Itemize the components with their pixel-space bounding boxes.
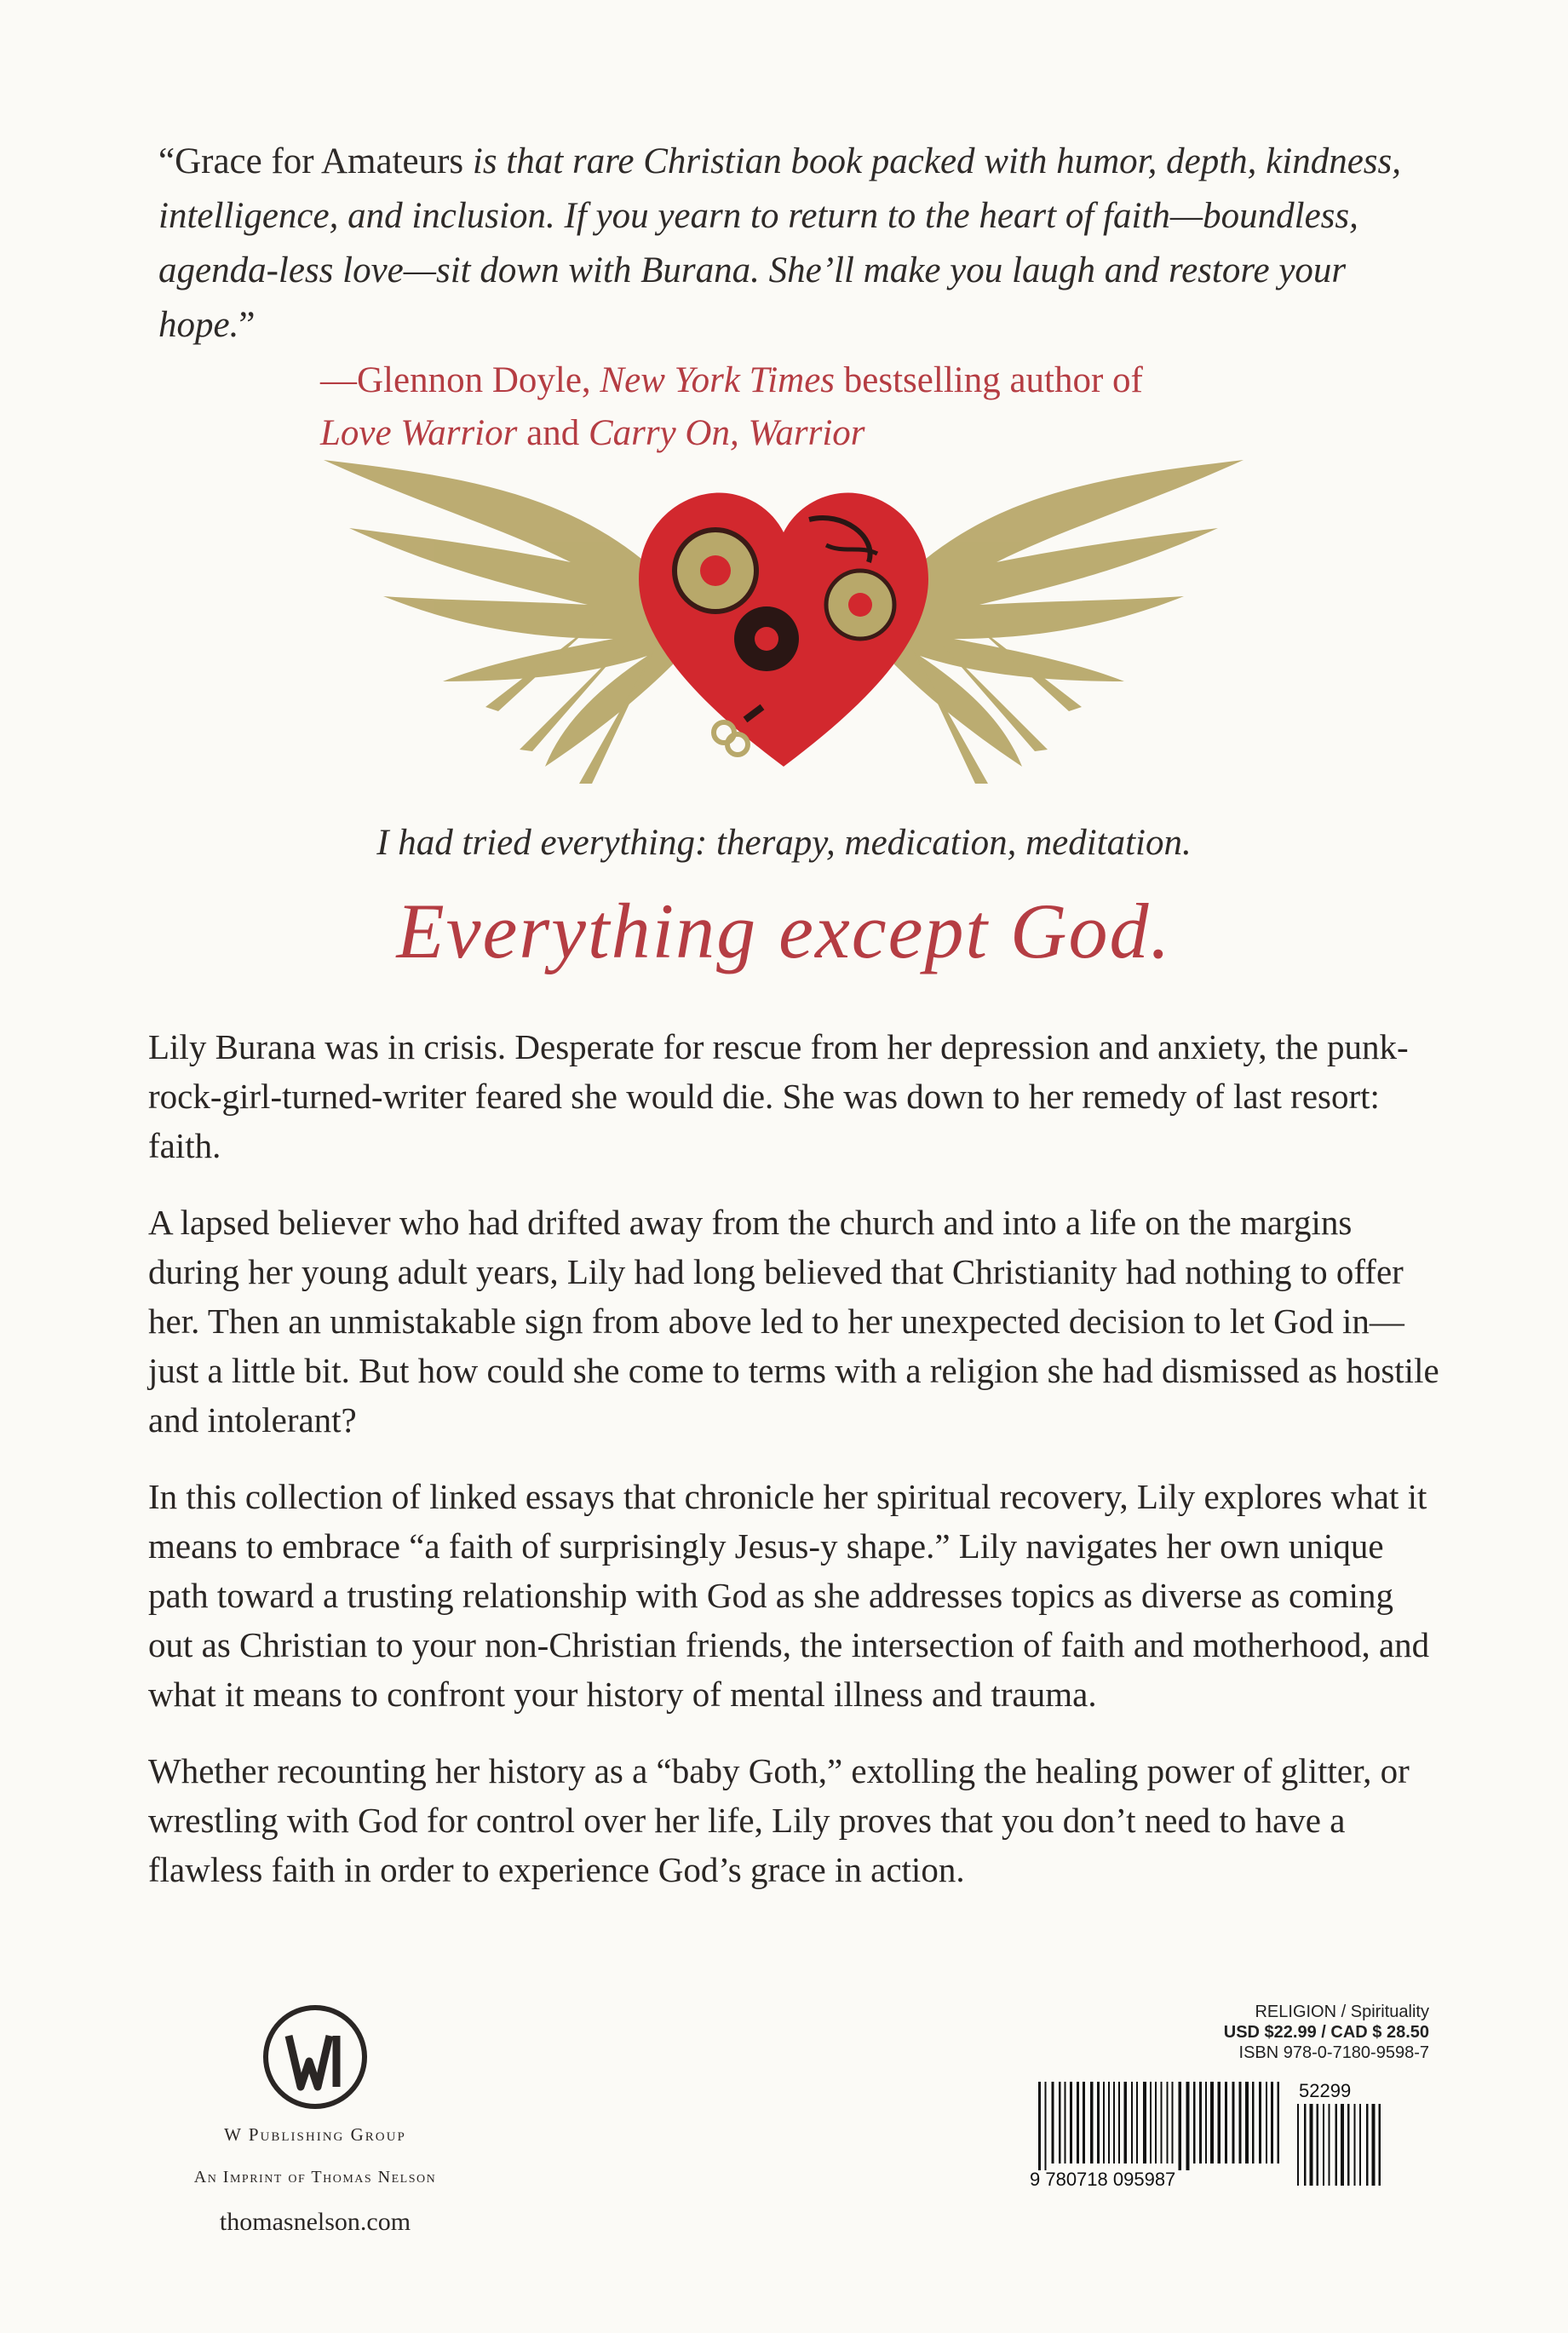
publisher-logo-icon <box>260 2002 370 2112</box>
barcode-addon-bar <box>1347 2104 1350 2186</box>
description-paragraph-3: In this collection of linked essays that chronicle her spiritual recovery, Lily explores what it means to embrace “a faith of surprisingly Jesus-y shape.” Lily navigates her own unique path toward a trusting relationship with God as she addresses topics as diverse as coming out as Christian to your non-Christian friends, the intersection of faith and motherhood, and what it means to confront your history of mental illness and trauma. <box>148 1477 1430 1714</box>
barcode-bar <box>1210 2082 1214 2163</box>
endorsed-book-title: Grace for Amateurs <box>175 141 464 181</box>
barcode-bar <box>1103 2082 1105 2163</box>
barcode-bar <box>1232 2082 1235 2163</box>
barcode-addon-bar <box>1297 2104 1299 2186</box>
publisher-url: thomasnelson.com <box>219 2208 411 2236</box>
barcode-bar <box>1193 2082 1196 2163</box>
barcode-bar <box>1052 2082 1054 2163</box>
attribution-author: —Glennon Doyle, <box>320 360 600 400</box>
price-block <box>1071 2002 1429 2063</box>
barcode-addon-bar <box>1310 2104 1313 2186</box>
open-quote: “ <box>158 141 175 181</box>
barcode-bar <box>1252 2082 1255 2163</box>
endorsement-text-2: If you yearn to return to the heart of faith—boundless, agenda-less love—sit down with Burana. She’ll make you laugh and restore your hope. <box>158 196 1358 345</box>
barcode-bar <box>1136 2082 1138 2163</box>
attribution-publication: New York Times <box>600 360 836 400</box>
barcode-bar <box>1090 2082 1094 2163</box>
barcode-bar <box>1259 2082 1261 2163</box>
barcode-bar <box>1186 2082 1190 2170</box>
barcode-bar <box>1225 2082 1227 2163</box>
barcode-addon-bar <box>1372 2104 1376 2186</box>
barcode-bar <box>1245 2082 1249 2163</box>
barcode-bar <box>1131 2082 1133 2163</box>
barcode-bar <box>1167 2082 1169 2163</box>
barcode-bar <box>1045 2082 1047 2170</box>
barcode-bar <box>1239 2082 1242 2163</box>
barcode-addon-digits: 52299 <box>1299 2080 1352 2101</box>
barcode-addon-bar <box>1317 2104 1319 2186</box>
barcode-bar <box>1065 2082 1066 2163</box>
isbn-label: ISBN 978-0-7180-9598-7 <box>1238 2043 1429 2062</box>
description <box>148 1022 1443 1922</box>
barcode-addon-bar <box>1329 2104 1330 2186</box>
barcode-bar <box>1038 2082 1041 2170</box>
barcode-bar <box>1179 2082 1182 2170</box>
attribution-and: and <box>517 413 589 453</box>
close-quote: ” <box>238 305 256 345</box>
barcode-bar <box>1278 2082 1280 2163</box>
description-paragraph-1: Lily Burana was in crisis. Desperate for rescue from her depression and anxiety, the punk-rock-girl-turned-writer feared she would die. She was down to her remedy of last resort: faith. <box>148 1027 1409 1165</box>
barcode-digits: 9 780718 095987 <box>1030 2169 1176 2189</box>
barcode-addon-bar <box>1323 2104 1324 2186</box>
price-label: USD $22.99 / CAD $ 28.50 <box>1223 2023 1429 2042</box>
barcode-bar <box>1172 2082 1174 2163</box>
barcode-bar <box>1077 2082 1079 2163</box>
barcode-addon-bar <box>1354 2104 1356 2186</box>
right-wing-icon <box>886 460 1243 784</box>
barcode-bar <box>1083 2082 1085 2163</box>
barcode-addon-bar <box>1335 2104 1338 2186</box>
barcode-addon-bar <box>1341 2104 1344 2186</box>
barcode-bar <box>1161 2082 1163 2163</box>
attribution-book-2: Carry On, Warrior <box>588 413 865 453</box>
barcode-bar <box>1059 2082 1061 2163</box>
barcode-bar <box>1097 2082 1100 2163</box>
left-wing-icon <box>324 460 681 784</box>
barcode-bar <box>1218 2082 1221 2163</box>
publisher-imprint: An Imprint of Thomas Nelson <box>193 2168 437 2186</box>
barcode-addon-bar <box>1304 2104 1307 2186</box>
publisher-name: W Publishing Group <box>224 2124 406 2145</box>
winged-heart-emblem <box>315 426 1252 801</box>
attribution-role: bestselling author of <box>835 360 1143 400</box>
barcode-bar <box>1155 2082 1157 2163</box>
barcode-bar <box>1199 2082 1202 2163</box>
barcode-bar <box>1113 2082 1115 2163</box>
barcode-addon-bar <box>1366 2104 1369 2186</box>
barcode-bar <box>1108 2082 1110 2163</box>
headline: Everything except God. <box>396 888 1172 974</box>
barcode-bar <box>1271 2082 1273 2163</box>
tagline: I had tried everything: therapy, medication, meditation. <box>376 823 1192 863</box>
barcode-bar <box>1118 2082 1120 2163</box>
endorsement-text-1: is that rare Christian book packed with humor, depth, kindness, intelligence, and inclusion. <box>158 141 1401 236</box>
barcode-bar <box>1266 2082 1267 2163</box>
heart-icon <box>639 492 928 767</box>
attribution-book-1: Love Warrior <box>320 413 518 453</box>
publisher-block <box>145 2002 485 2237</box>
barcode-bar <box>1124 2082 1128 2163</box>
barcode-bar <box>1070 2082 1072 2163</box>
barcode-addon-bar <box>1359 2104 1361 2186</box>
category-label: RELIGION / Spirituality <box>1255 2003 1429 2021</box>
barcode-addon-bar <box>1379 2104 1381 2186</box>
endorsement-quote <box>158 135 1419 353</box>
description-paragraph-4: Whether recounting her history as a “baby Goth,” extolling the healing power of glitter, or wrestling with God for control over her life, Lily proves that you don’t need to have a flawless faith in order to experience God’s grace in action. <box>148 1751 1410 1889</box>
barcode-bar <box>1150 2082 1152 2163</box>
barcode-bar <box>1205 2082 1207 2163</box>
description-paragraph-2: A lapsed believer who had drifted away from the church and into a life on the margins during her young adult years, Lily had long believed that Christianity had nothing to offer her. Then an unmistakable sign from above led to her unexpected decision to let God in—just a little bit. But how could she come to terms with a religion she had dismissed as hostile and intolerant? <box>148 1203 1439 1439</box>
isbn-barcode <box>1026 2078 1384 2189</box>
barcode-bar <box>1143 2082 1146 2163</box>
